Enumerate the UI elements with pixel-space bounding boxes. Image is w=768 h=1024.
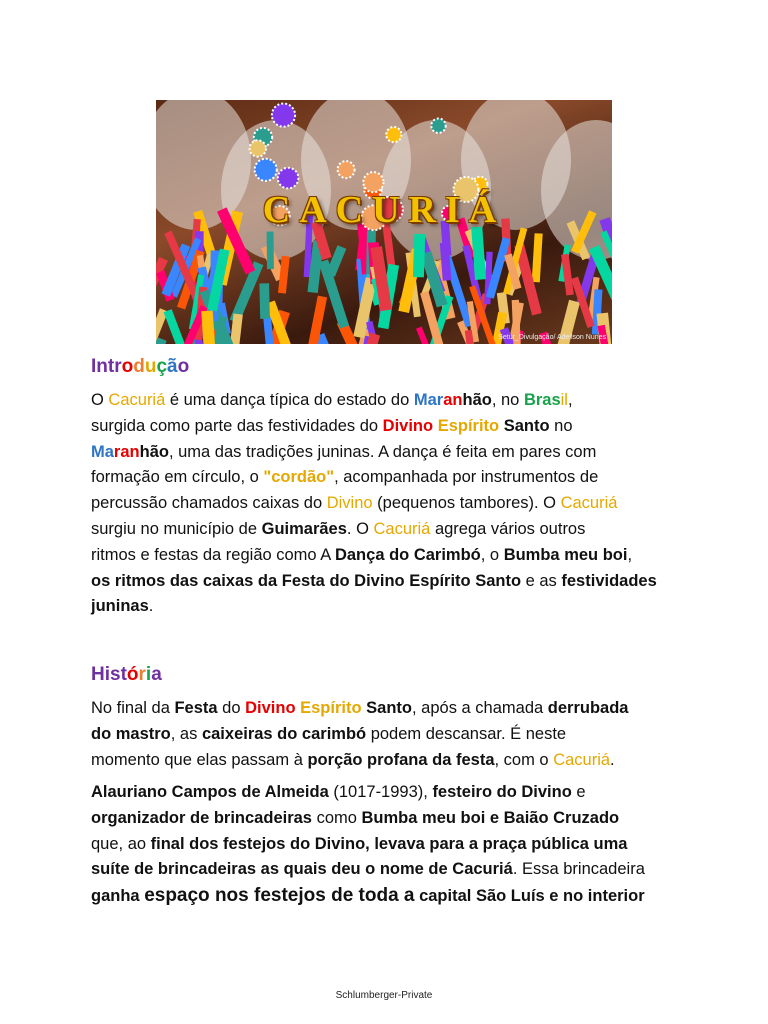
intro-line: Maranhão, uma das tradições juninas. A dança é feita em pares com [91, 442, 597, 461]
history-line: que, ao final dos festejos do Divino, levava para a praça pública uma [91, 834, 628, 853]
hero-image [156, 100, 612, 344]
intro-heading: Introdução [91, 356, 190, 377]
intro-line: ritmos e festas da região como A Dança do Carimbó, o Bumba meu boi, [91, 545, 633, 564]
ribbon [156, 337, 167, 344]
intro-line: O Cacuriá é uma dança típica do estado do Maranhão, no Brasil, [91, 391, 573, 409]
intro-line: surgida como parte das festividades do Divino Espírito Santo no [91, 416, 573, 435]
flower [272, 104, 295, 127]
footer-classification: Schlumberger-Private [335, 990, 433, 1001]
ribbon [259, 283, 270, 319]
history-line: momento que elas passam à porção profana da festa, com o Cacuriá. [91, 750, 615, 769]
intro-paragraph [91, 388, 691, 620]
history-line: suíte de brincadeiras as quais deu o nome de Cacuriá. Essa brincadeira [91, 860, 645, 879]
history-paragraph-1 [91, 696, 691, 773]
flower [386, 127, 401, 142]
history-line: organizador de brincadeiras como Bumba meu boi e Baião Cruzado [91, 808, 620, 827]
history-paragraph-2 [91, 780, 691, 910]
flower [250, 140, 266, 156]
ribbon [413, 234, 425, 278]
history-line: do mastro, as caixeiras do carimbó podem descansar. É neste [91, 724, 567, 743]
intro-line: formação em círculo, o "cordão", acompanhada por instrumentos de [91, 468, 599, 487]
intro-line: surgiu no município de Guimarães. O Cacuriá agrega vários outros [91, 519, 586, 538]
history-line: Alauriano Campos de Almeida (1017-1993), festeiro do Divino e [91, 783, 586, 801]
history-line: ganha espaço nos festejos de toda a capital São Luís e no interior [91, 885, 645, 907]
history-heading: História [91, 664, 162, 685]
history-line: No final da Festa do Divino Espírito Santo, após a chamada derrubada [91, 699, 629, 717]
flower [278, 168, 299, 189]
intro-line: percussão chamados caixas do Divino (pequenos tambores). O Cacuriá [91, 494, 618, 513]
ribbon [532, 233, 543, 282]
ribbon [267, 232, 274, 270]
intro-line: juninas. [91, 597, 154, 616]
intro-line: os ritmos das caixas da Festa do Divino Espírito Santo e as festividades [91, 571, 657, 590]
photo-credit: Setur_Divulgação/ Adeilson Nunes [498, 334, 606, 341]
flower [431, 119, 445, 133]
flower [338, 161, 355, 178]
hero-title: CACURIÁ [262, 189, 506, 231]
flower [255, 159, 277, 181]
